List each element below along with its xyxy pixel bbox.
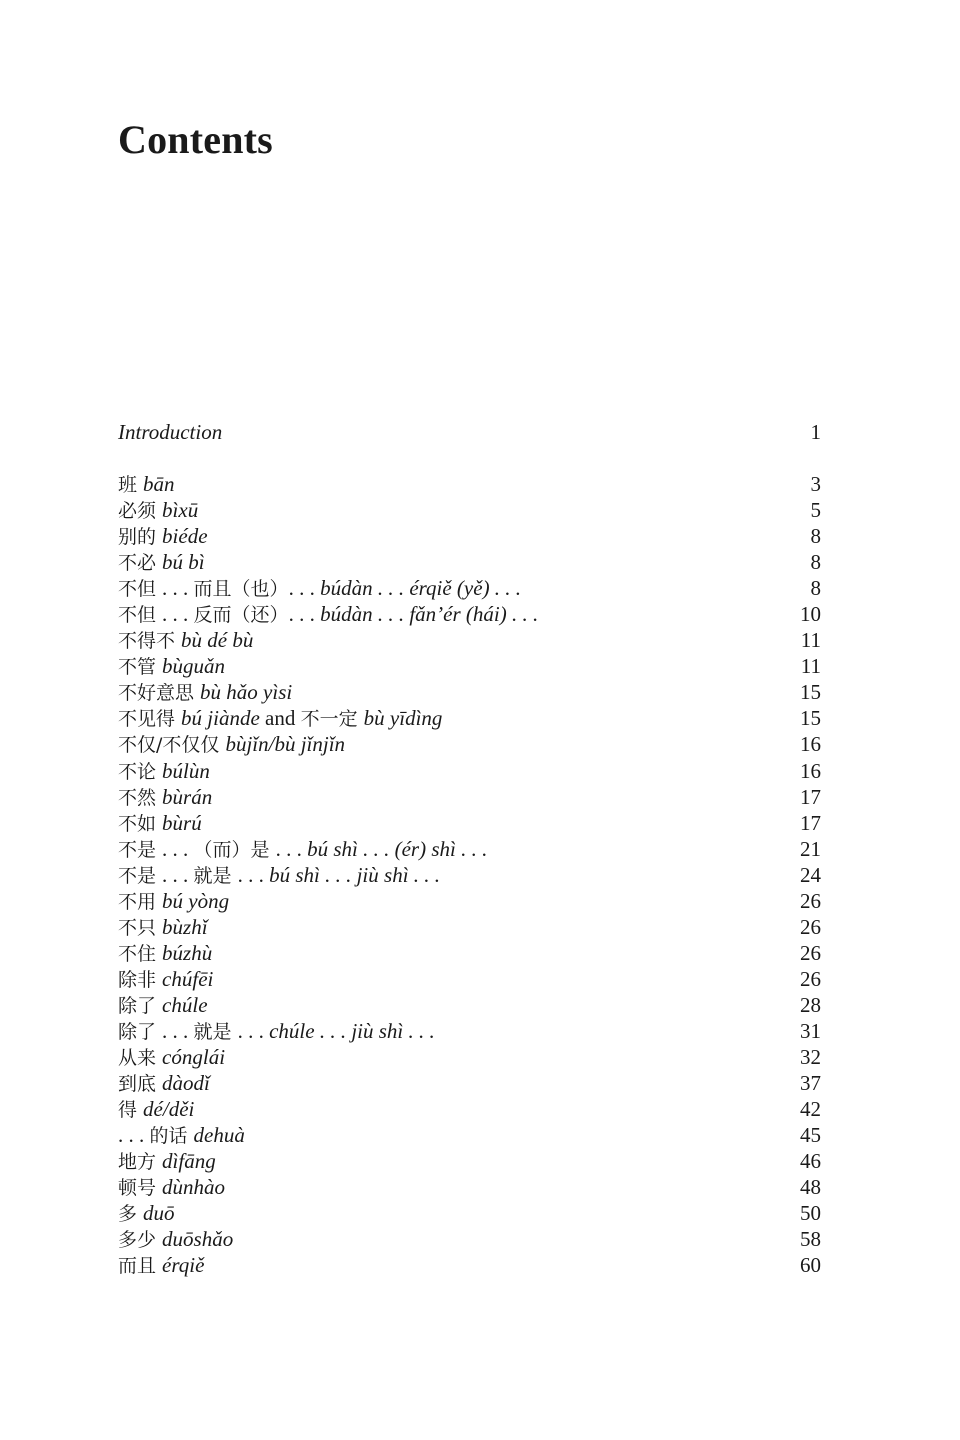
connector-text: . . . (288, 576, 321, 601)
connector-text: . . . (237, 862, 270, 887)
pinyin-term: bùrú (162, 810, 202, 835)
pinyin-term: dàodǐ (162, 1071, 210, 1096)
chinese-term: 不论 (118, 760, 163, 783)
chinese-term: 到底 (118, 1073, 163, 1096)
pinyin-term: dé/děi (143, 1097, 195, 1122)
toc-entry-label (118, 1122, 245, 1148)
toc-page-number: 5 (810, 498, 821, 523)
chinese-term: 得 (118, 1099, 144, 1122)
toc-entry[interactable] (118, 1226, 821, 1252)
chinese-term: 不好意思 (118, 682, 201, 705)
toc-entry-label (118, 575, 521, 601)
pinyin-term: búdàn . . . fǎn’ér (hái) . . . (320, 602, 539, 627)
chinese-term: 从来 (118, 1047, 163, 1070)
pinyin-term: cónglái (162, 1045, 226, 1070)
toc-entry[interactable] (118, 1018, 821, 1044)
toc-entry-label (118, 1226, 233, 1252)
toc-entry-label: Introduction (118, 420, 223, 444)
toc-entry[interactable] (118, 1070, 821, 1096)
toc-page-number: 58 (800, 1227, 821, 1252)
connector-text: . . . (162, 602, 194, 627)
pinyin-term: bù hǎo yìsi (200, 680, 293, 705)
chinese-term: 而且 (118, 1255, 163, 1278)
toc-page-number: 26 (800, 966, 821, 991)
chinese-term: 地方 (118, 1151, 163, 1174)
connector-text: . . . (162, 862, 194, 887)
toc-entry[interactable] (118, 1122, 821, 1148)
toc-entry[interactable] (118, 836, 821, 862)
toc-page-number: 42 (800, 1097, 821, 1122)
chinese-term: 除了 (118, 994, 163, 1017)
toc-entry-label (118, 888, 229, 914)
chinese-term: 不一定 (300, 708, 364, 731)
pinyin-term: búdàn . . . érqiě (yě) . . . (320, 576, 522, 601)
toc-page-number: 17 (800, 810, 821, 835)
connector-text: . . . (162, 576, 194, 601)
toc-entry-label (118, 836, 487, 862)
toc-entry-label (118, 1044, 225, 1070)
connector-text: . . . (162, 1018, 194, 1043)
toc-page-number: 11 (800, 628, 821, 653)
chinese-term: 的话 (149, 1125, 194, 1148)
toc-entry-label (118, 497, 198, 523)
pinyin-term: bú bì (162, 550, 205, 575)
toc-entry[interactable] (118, 679, 821, 705)
pinyin-term: dùnhào (162, 1175, 226, 1200)
toc-page-number: 31 (800, 1018, 821, 1043)
toc-entry-label (118, 1018, 435, 1044)
connector-text: . . . (275, 836, 308, 861)
toc-page-number: 8 (810, 550, 821, 575)
pinyin-term: bù yīdìng (363, 706, 443, 731)
pinyin-term: duōshǎo (162, 1227, 234, 1252)
toc-page-number: 28 (800, 992, 821, 1017)
pinyin-term: búlùn (162, 758, 210, 783)
chinese-term: 多 (118, 1203, 144, 1226)
chinese-term: 不必 (118, 552, 163, 575)
toc-entry[interactable] (118, 1200, 821, 1226)
chinese-term: 不但 (118, 604, 163, 627)
toc-entry-label (118, 549, 205, 575)
toc-page-number: 15 (800, 680, 821, 705)
toc-entry-introduction[interactable] (118, 419, 821, 445)
toc-entry[interactable] (118, 1096, 821, 1122)
toc-entry[interactable] (118, 810, 821, 836)
pinyin-term: dehuà (193, 1123, 245, 1148)
chinese-term: 别的 (118, 526, 163, 549)
toc-entry[interactable] (118, 1148, 821, 1174)
toc-page-number: 17 (800, 784, 821, 809)
connector-text: . . . (118, 1123, 150, 1148)
toc-page-number: 60 (800, 1253, 821, 1278)
toc-page-number: 48 (800, 1175, 821, 1200)
toc-entry-label (118, 653, 225, 679)
chinese-term: 不如 (118, 812, 163, 835)
toc-entry-label (118, 523, 208, 549)
pinyin-term: bùjǐn/bù jǐnjǐn (225, 732, 346, 757)
toc-page-number: 26 (800, 888, 821, 913)
chinese-term: 不仅/不仅仅 (118, 734, 226, 757)
chinese-term: 不得不 (118, 630, 182, 653)
toc-page-number: 45 (800, 1123, 821, 1148)
toc-page-number: 50 (800, 1201, 821, 1226)
toc-entry[interactable] (118, 966, 821, 992)
toc-entry[interactable] (118, 1252, 821, 1278)
toc-entry-label (118, 758, 210, 784)
chinese-term: 就是 (193, 1020, 238, 1043)
chinese-term: 不用 (118, 890, 163, 913)
chinese-term: 必须 (118, 500, 163, 523)
pinyin-term: chúle . . . jiù shì . . . (269, 1018, 435, 1043)
toc-entry[interactable] (118, 888, 821, 914)
toc-entry-label (118, 471, 175, 497)
toc-page-number: 10 (800, 602, 821, 627)
toc-page-number: 32 (800, 1045, 821, 1070)
toc-entry[interactable] (118, 784, 821, 810)
pinyin-term: érqiě (162, 1253, 205, 1278)
pinyin-term: bān (143, 472, 175, 496)
toc-entry[interactable] (118, 731, 821, 757)
chinese-term: 不但 (118, 578, 163, 601)
chinese-term: 班 (118, 474, 144, 496)
toc-entry-label (118, 601, 538, 627)
toc-entry[interactable] (118, 914, 821, 940)
pinyin-term: bùguǎn (162, 654, 226, 679)
chinese-term: 不是 (118, 864, 163, 887)
pinyin-term: búzhù (162, 940, 213, 965)
toc-page-number: 1 (810, 420, 821, 444)
chinese-term: 不住 (118, 942, 163, 965)
chinese-term: （而）是 (193, 838, 276, 861)
connector-text: . . . (288, 602, 321, 627)
toc-entry-label (118, 966, 213, 992)
toc-page-number: 26 (800, 914, 821, 939)
toc-entry-label (118, 1096, 194, 1122)
toc-page-number: 8 (810, 524, 821, 549)
toc-entry[interactable] (118, 575, 821, 601)
pinyin-term: bú shì . . . (ér) shì . . . (307, 836, 488, 861)
toc-entry-label (118, 940, 212, 966)
chinese-term: 除非 (118, 968, 163, 991)
chinese-term: 反而（还） (193, 604, 289, 627)
toc-page-number: 26 (800, 940, 821, 965)
toc-entry-label (118, 679, 292, 705)
chinese-term: 不是 (118, 838, 163, 861)
toc-entry-label (118, 810, 202, 836)
chinese-term: 不然 (118, 786, 163, 809)
toc-entry[interactable] (118, 653, 821, 679)
pinyin-term: bùzhǐ (162, 914, 208, 939)
chinese-term: 不只 (118, 916, 163, 939)
table-of-contents (118, 419, 821, 1278)
toc-entry-label (118, 627, 253, 653)
pinyin-term: bù dé bù (181, 628, 254, 653)
toc-entry[interactable] (118, 523, 821, 549)
connector-text: . . . (237, 1018, 270, 1043)
toc-page-number: 15 (800, 706, 821, 731)
pinyin-term: duō (143, 1201, 175, 1226)
toc-page-number: 37 (800, 1071, 821, 1096)
pinyin-term: chúle (162, 992, 208, 1017)
toc-page-number: 46 (800, 1149, 821, 1174)
toc-entry[interactable] (118, 471, 821, 497)
toc-entry[interactable] (118, 1044, 821, 1070)
toc-page-number: 24 (800, 862, 821, 887)
chinese-term: 顿号 (118, 1177, 163, 1200)
toc-entry-label (118, 1200, 175, 1226)
toc-entry-label (118, 1070, 210, 1096)
toc-entry[interactable] (118, 705, 821, 731)
toc-page-number: 3 (810, 472, 821, 496)
toc-entry-label (118, 731, 345, 757)
toc-entry[interactable] (118, 497, 821, 523)
toc-entry[interactable] (118, 862, 821, 888)
chinese-term: 除了 (118, 1020, 163, 1043)
toc-entry-label (118, 914, 208, 940)
toc-page-number: 16 (800, 758, 821, 783)
toc-entry[interactable] (118, 627, 821, 653)
toc-page-number: 21 (800, 836, 821, 861)
toc-entry-list (118, 471, 821, 1278)
pinyin-term: bìxū (162, 498, 199, 523)
toc-entry-label (118, 784, 212, 810)
pinyin-term: bú jiànde (181, 706, 260, 731)
toc-entry-label (118, 705, 442, 731)
chinese-term: 不见得 (118, 708, 182, 731)
toc-entry[interactable] (118, 549, 821, 575)
toc-entry[interactable] (118, 601, 821, 627)
toc-entry[interactable] (118, 758, 821, 784)
pinyin-term: biéde (162, 524, 208, 549)
toc-entry-label (118, 862, 440, 888)
toc-entry[interactable] (118, 992, 821, 1018)
pinyin-term: chúfēi (162, 966, 214, 991)
pinyin-term: dìfāng (162, 1149, 216, 1174)
toc-entry-label (118, 1174, 225, 1200)
toc-entry-label (118, 1252, 204, 1278)
toc-page-number: 11 (800, 654, 821, 679)
toc-entry[interactable] (118, 940, 821, 966)
toc-entry-label (118, 992, 208, 1018)
chinese-term: 而且（也） (193, 578, 289, 601)
chinese-term: 不管 (118, 656, 163, 679)
chinese-term: 就是 (193, 864, 238, 887)
chinese-term: 多少 (118, 1229, 163, 1252)
connector-text: and (259, 706, 301, 731)
pinyin-term: bú yòng (162, 888, 230, 913)
toc-entry[interactable] (118, 1174, 821, 1200)
page-title: Contents (118, 117, 273, 162)
pinyin-term: bú shì . . . jiù shì . . . (269, 862, 441, 887)
toc-page-number: 16 (800, 732, 821, 757)
pinyin-term: bùrán (162, 784, 213, 809)
toc-entry-label (118, 1148, 216, 1174)
toc-page-number: 8 (810, 576, 821, 601)
connector-text: . . . (162, 836, 194, 861)
